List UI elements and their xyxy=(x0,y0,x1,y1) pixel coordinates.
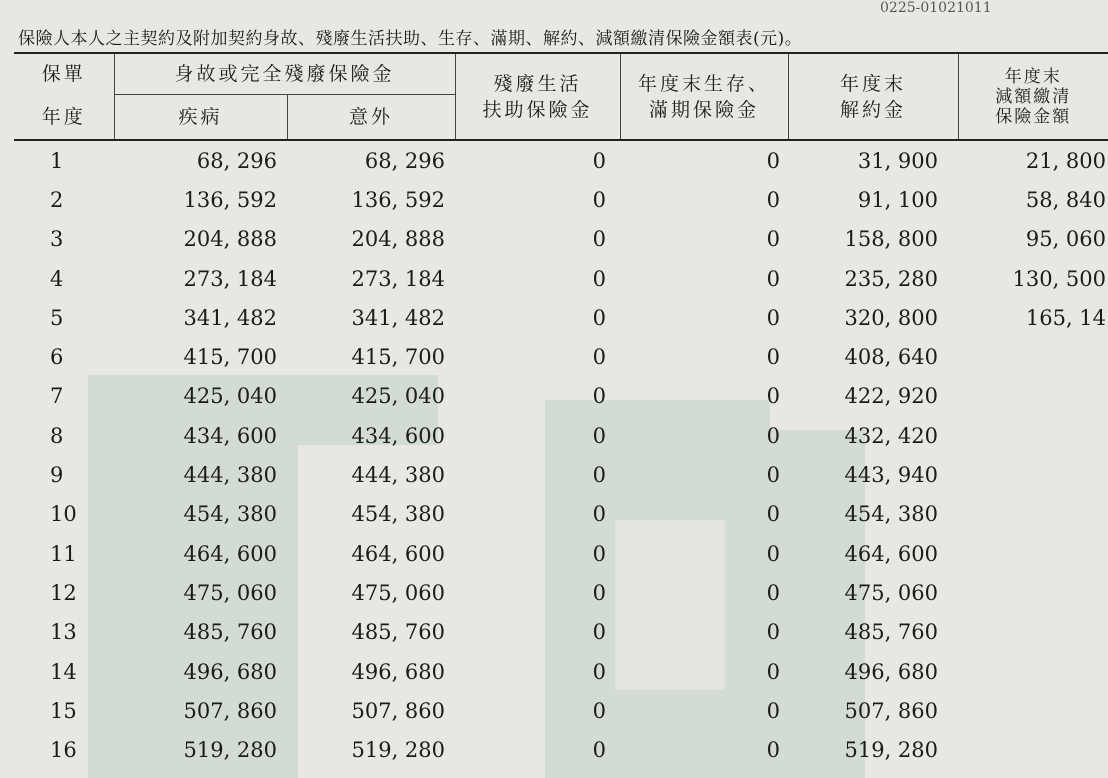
survival-amount-cell: 0 xyxy=(766,659,781,684)
table-row xyxy=(14,730,1108,769)
policy-year-cell: 14 xyxy=(50,659,77,684)
survival-amount-cell: 0 xyxy=(766,423,781,448)
reduced-amount-cell: 95, 060 xyxy=(1025,227,1107,252)
reduced-amount-cell xyxy=(958,730,1108,769)
table-row xyxy=(14,220,1108,259)
surrender-value-cell: 485, 760 xyxy=(844,620,939,645)
surrender-value-cell: 443, 940 xyxy=(844,463,939,488)
reduced-amount-cell xyxy=(958,495,1108,534)
header-death-disability: 身故或完全殘廢保險金 xyxy=(114,53,455,95)
reduced-amount-cell xyxy=(958,691,1108,730)
surrender-value-cell: 235, 280 xyxy=(844,266,939,291)
table-row xyxy=(14,691,1108,730)
reduced-amount-cell xyxy=(958,377,1108,416)
disability-amount-cell: 0 xyxy=(592,698,607,723)
illness-amount-cell: 434, 600 xyxy=(183,423,277,448)
survival-amount-cell: 0 xyxy=(766,305,781,330)
illness-amount-cell: 444, 380 xyxy=(183,463,277,488)
illness-amount-cell: 519, 280 xyxy=(183,738,277,763)
accident-amount-cell: 425, 040 xyxy=(351,384,446,409)
reduced-amount-cell xyxy=(958,337,1108,376)
top-edge-text: 0225-01021011 xyxy=(880,0,992,16)
illness-amount-cell: 454, 380 xyxy=(183,502,277,527)
accident-amount-cell: 507, 860 xyxy=(351,698,446,723)
reduced-amount-cell: 130, 500 xyxy=(1012,266,1107,291)
survival-amount-cell: 0 xyxy=(766,580,781,605)
accident-amount-cell: 415, 700 xyxy=(351,345,446,370)
illness-amount-cell: 204, 888 xyxy=(183,227,277,252)
survival-amount-cell: 0 xyxy=(766,620,781,645)
header-surrender-value: 年度末 解約金 xyxy=(788,53,958,140)
table-row xyxy=(14,455,1108,494)
illness-amount-cell: 341, 482 xyxy=(183,305,277,330)
table-row xyxy=(14,259,1108,298)
reduced-amount-cell: 58, 840 xyxy=(1025,187,1107,212)
illness-amount-cell: 415, 700 xyxy=(183,345,277,370)
survival-amount-cell: 0 xyxy=(766,384,781,409)
header-survival-maturity: 年度末生存、 滿期保險金 xyxy=(620,53,788,140)
survival-amount-cell: 0 xyxy=(766,541,781,566)
reduced-amount-cell: 165, 14 xyxy=(1025,305,1107,330)
reduced-amount-cell xyxy=(958,534,1108,573)
reduced-amount-cell xyxy=(958,416,1108,455)
illness-amount-cell: 425, 040 xyxy=(183,384,277,409)
header-illness: 疾病 xyxy=(114,95,287,141)
disability-amount-cell: 0 xyxy=(592,620,607,645)
policy-year-cell: 10 xyxy=(50,502,77,527)
table-row xyxy=(14,534,1108,573)
header-policy-year: 保單 xyxy=(41,63,86,86)
table-row xyxy=(14,337,1108,376)
policy-year-cell: 13 xyxy=(50,620,77,645)
table-caption: 保險人本人之主契約及附加契約身故、殘廢生活扶助、生存、滿期、解約、減額繳清保險金額表(元)。 xyxy=(18,29,803,49)
survival-amount-cell: 0 xyxy=(766,227,781,252)
table-row xyxy=(14,416,1108,455)
surrender-value-cell: 454, 380 xyxy=(844,502,939,527)
table-row xyxy=(14,140,1108,180)
accident-amount-cell: 496, 680 xyxy=(351,659,446,684)
policy-year-cell: 11 xyxy=(50,541,77,566)
disability-amount-cell: 0 xyxy=(592,541,607,566)
disability-amount-cell: 0 xyxy=(592,738,607,763)
table-row xyxy=(14,377,1108,416)
header-policy-year-line2: 年度 xyxy=(14,95,114,141)
accident-amount-cell: 454, 380 xyxy=(351,502,446,527)
header-reduced-paidup: 年度末 減額繳清 保險金額 xyxy=(958,53,1108,140)
accident-amount-cell: 136, 592 xyxy=(351,187,446,212)
accident-amount-cell: 68, 296 xyxy=(364,148,446,173)
policy-year-cell: 1 xyxy=(50,148,64,173)
survival-amount-cell: 0 xyxy=(766,698,781,723)
illness-amount-cell: 496, 680 xyxy=(183,659,277,684)
policy-year-cell: 7 xyxy=(50,384,64,409)
survival-amount-cell: 0 xyxy=(766,738,781,763)
table-row xyxy=(14,573,1108,612)
table-row xyxy=(14,652,1108,691)
policy-year-cell: 12 xyxy=(50,580,77,605)
reduced-amount-cell xyxy=(958,573,1108,612)
reduced-amount-cell xyxy=(958,455,1108,494)
surrender-value-cell: 422, 920 xyxy=(844,384,939,409)
disability-amount-cell: 0 xyxy=(592,345,607,370)
policy-year-cell: 2 xyxy=(50,187,64,212)
surrender-value-cell: 31, 900 xyxy=(857,148,939,173)
illness-amount-cell: 136, 592 xyxy=(183,187,277,212)
header-disability-benefit: 殘廢生活 扶助保險金 xyxy=(455,53,620,140)
surrender-value-cell: 408, 640 xyxy=(844,345,939,370)
survival-amount-cell: 0 xyxy=(766,502,781,527)
disability-amount-cell: 0 xyxy=(592,305,607,330)
survival-amount-cell: 0 xyxy=(766,345,781,370)
accident-amount-cell: 434, 600 xyxy=(351,423,446,448)
surrender-value-cell: 91, 100 xyxy=(857,187,939,212)
illness-amount-cell: 475, 060 xyxy=(183,580,277,605)
accident-amount-cell: 475, 060 xyxy=(351,580,446,605)
accident-amount-cell: 204, 888 xyxy=(351,227,446,252)
accident-amount-cell: 485, 760 xyxy=(351,620,446,645)
accident-amount-cell: 519, 280 xyxy=(351,738,446,763)
policy-year-cell: 9 xyxy=(50,463,64,488)
reduced-amount-cell: 21, 800 xyxy=(1025,148,1107,173)
disability-amount-cell: 0 xyxy=(592,266,607,291)
policy-year-cell: 8 xyxy=(50,423,64,448)
header-accident: 意外 xyxy=(287,95,455,141)
reduced-amount-cell xyxy=(958,613,1108,652)
table-row xyxy=(14,495,1108,534)
survival-amount-cell: 0 xyxy=(766,266,781,291)
surrender-value-cell: 496, 680 xyxy=(844,659,939,684)
benefit-table xyxy=(14,52,1108,770)
disability-amount-cell: 0 xyxy=(592,502,607,527)
accident-amount-cell: 464, 600 xyxy=(351,541,446,566)
policy-year-cell: 4 xyxy=(50,266,64,291)
illness-amount-cell: 273, 184 xyxy=(183,266,277,291)
survival-amount-cell: 0 xyxy=(766,148,781,173)
surrender-value-cell: 475, 060 xyxy=(844,580,939,605)
policy-year-cell: 16 xyxy=(50,738,77,763)
accident-amount-cell: 341, 482 xyxy=(351,305,446,330)
surrender-value-cell: 158, 800 xyxy=(844,227,939,252)
disability-amount-cell: 0 xyxy=(592,463,607,488)
disability-amount-cell: 0 xyxy=(592,384,607,409)
disability-amount-cell: 0 xyxy=(592,227,607,252)
accident-amount-cell: 444, 380 xyxy=(351,463,446,488)
accident-amount-cell: 273, 184 xyxy=(351,266,446,291)
disability-amount-cell: 0 xyxy=(592,580,607,605)
disability-amount-cell: 0 xyxy=(592,187,607,212)
illness-amount-cell: 485, 760 xyxy=(183,620,277,645)
illness-amount-cell: 464, 600 xyxy=(183,541,277,566)
illness-amount-cell: 507, 860 xyxy=(183,698,277,723)
table-body xyxy=(14,140,1108,770)
illness-amount-cell: 68, 296 xyxy=(196,148,277,173)
surrender-value-cell: 464, 600 xyxy=(844,541,939,566)
survival-amount-cell: 0 xyxy=(766,463,781,488)
table-row xyxy=(14,613,1108,652)
surrender-value-cell: 519, 280 xyxy=(844,738,939,763)
policy-year-cell: 5 xyxy=(50,305,64,330)
disability-amount-cell: 0 xyxy=(592,659,607,684)
disability-amount-cell: 0 xyxy=(592,148,607,173)
disability-amount-cell: 0 xyxy=(592,423,607,448)
survival-amount-cell: 0 xyxy=(766,187,781,212)
surrender-value-cell: 507, 860 xyxy=(844,698,939,723)
policy-year-cell: 3 xyxy=(50,227,64,252)
table-row xyxy=(14,298,1108,337)
reduced-amount-cell xyxy=(958,652,1108,691)
surrender-value-cell: 432, 420 xyxy=(844,423,939,448)
table-row xyxy=(14,180,1108,219)
surrender-value-cell: 320, 800 xyxy=(844,305,939,330)
policy-year-cell: 6 xyxy=(50,345,64,370)
policy-year-cell: 15 xyxy=(50,698,77,723)
